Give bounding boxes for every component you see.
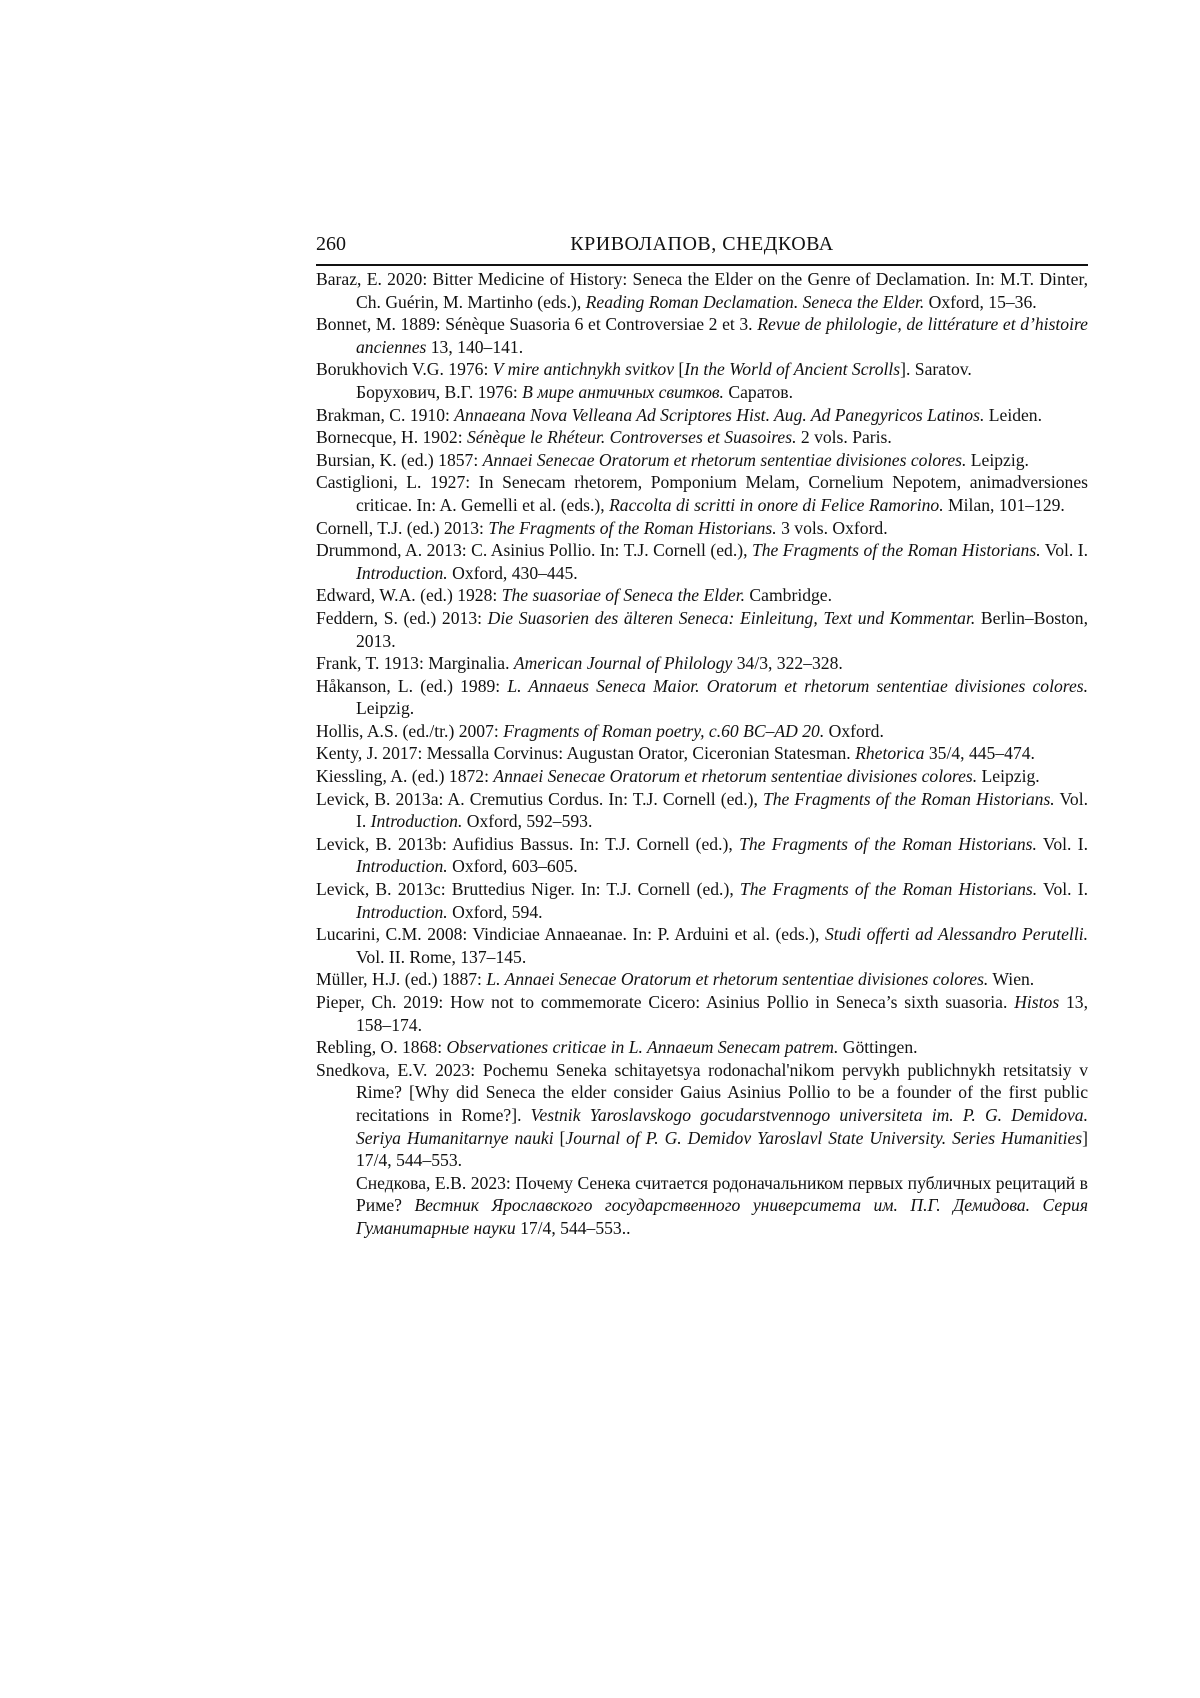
running-header — [316, 230, 1088, 266]
reference-title: In the World of Ancient Scrolls — [684, 359, 901, 380]
reference-text: Oxford, 594. — [447, 901, 543, 922]
reference-title: В мире античных свитков. — [522, 381, 724, 402]
reference-text: Oxford, 430–445. — [447, 562, 578, 583]
reference-text: [ — [553, 1127, 566, 1148]
reference-title: L. Annaeus Seneca Maior. Oratorum et rhetorum sententiae divisiones colores. — [507, 675, 1089, 696]
reference-entry-bornecque — [316, 426, 1088, 449]
reference-text: Edward, W.A. (ed.) 1928: — [316, 585, 502, 606]
reference-text: Vol. II. Rome, 137–145. — [356, 946, 527, 967]
reference-entry-borukhovich-ru — [316, 381, 1088, 404]
reference-entry-kenty — [316, 742, 1088, 765]
reference-text: Oxford, 603–605. — [447, 856, 578, 877]
reference-title: Histos — [1014, 992, 1060, 1012]
reference-text: Håkanson, L. (ed.) 1989: — [316, 675, 508, 696]
reference-text: 34/3, 322–328. — [732, 653, 843, 674]
reference-entry-levick-c — [316, 878, 1088, 923]
reference-entry-hakanson — [316, 675, 1088, 720]
reference-text: ] 17/4, 544–553. — [356, 1127, 1088, 1171]
reference-title: The Fragments of the Roman Historians. — [762, 788, 1055, 809]
reference-text: Bornecque, H. 1902: — [316, 427, 467, 448]
reference-text: Vol. I. — [356, 788, 1089, 832]
page-number: 260 — [316, 233, 346, 255]
reference-text: Oxford, 592–593. — [462, 811, 593, 832]
reference-text: Саратов. — [723, 381, 794, 402]
reference-text: Snedkova, E.V. 2023: Pochemu Seneka schitayetsya rodonachal'nikom pervykh publichnykh retsitatsiy v Rime? [Why did Seneca the elder consider Gaius Asinius Pollio to be a founder of the first public recitations in Rome?]. — [316, 1059, 1088, 1125]
reference-entry-muller — [316, 968, 1088, 991]
reference-text: Leiden. — [984, 404, 1043, 425]
reference-entry-baraz — [316, 268, 1088, 313]
reference-text: Leipzig. — [356, 698, 415, 719]
reference-entry-pieper — [316, 991, 1088, 1036]
reference-text: Levick, B. 2013c: Bruttedius Niger. In: T.J. Cornell (ed.), — [316, 879, 740, 900]
reference-entry-brakman — [316, 404, 1088, 427]
reference-title: The Fragments of the Roman Historians. — [488, 517, 777, 538]
reference-title: Introduction. — [356, 901, 448, 922]
reference-text: Борухович, В.Г. 1976: — [356, 381, 523, 402]
reference-text: Frank, T. 1913: Marginalia. — [316, 653, 514, 674]
reference-title: The Fragments of the Roman Historians. — [751, 540, 1041, 561]
reference-text: Castiglioni, L. 1927: In Senecam rhetorem, Pomponium Melam, Cornelium Nepotem, animadversiones criticae. In: A. Gemelli et al. (eds.), — [316, 472, 1088, 515]
reference-entry-lucarini — [316, 923, 1088, 968]
reference-title: Journal of P. G. Demidov Yaroslavl State University. Series Humanities — [565, 1127, 1083, 1148]
reference-text: Leipzig. — [977, 766, 1040, 787]
reference-text: 17/4, 544–553.. — [515, 1217, 631, 1238]
reference-text: Cornell, T.J. (ed.) 2013: — [316, 517, 489, 538]
reference-title: Raccolta di scritti in onore di Felice Ramorino. — [609, 494, 944, 515]
reference-title: Revue de philologie, de littérature et d’histoire anciennes — [356, 314, 1088, 357]
reference-title: Introduction. — [356, 562, 448, 583]
reference-title: The suasoriae of Seneca the Elder. — [501, 585, 746, 606]
reference-list — [316, 268, 1088, 1240]
running-title: КРИВОЛАПОВ, СНЕДКОВА — [570, 233, 834, 255]
reference-title: Studi offerti ad Alessandro Perutelli. — [824, 924, 1088, 945]
reference-title: The Fragments of the Roman Historians. — [739, 879, 1038, 900]
reference-entry-levick-a — [316, 788, 1088, 833]
reference-entry-bursian — [316, 449, 1088, 472]
reference-text: Levick, B. 2013a: A. Cremutius Cordus. In: T.J. Cornell (ed.), — [316, 788, 763, 809]
reference-entry-snedkova — [316, 1059, 1088, 1172]
reference-title: Sénèque le Rhéteur. Controverses et Suasoires. — [466, 427, 797, 448]
reference-entry-rebling — [316, 1036, 1088, 1059]
reference-text: Feddern, S. (ed.) 2013: — [316, 607, 488, 628]
reference-text: Oxford, 15–36. — [924, 291, 1037, 312]
reference-entry-frank — [316, 652, 1088, 675]
reference-text: Kiessling, A. (ed.) 1872: — [316, 766, 494, 787]
reference-text: [ — [674, 359, 685, 380]
reference-entry-levick-b — [316, 833, 1088, 878]
reference-title: L. Annaei Senecae Oratorum et rhetorum sententiae divisiones colores. — [486, 969, 989, 990]
reference-text: Göttingen. — [838, 1037, 918, 1058]
reference-text: Levick, B. 2013b: Aufidius Bassus. In: T.J. Cornell (ed.), — [316, 833, 740, 854]
reference-title: Introduction. — [370, 811, 463, 832]
reference-entry-castiglioni — [316, 471, 1088, 516]
reference-title: Annaeana Nova Velleana Ad Scriptores Hist. Aug. Ad Panegyricos Latinos. — [454, 404, 985, 425]
reference-text: ]. Saratov. — [900, 359, 972, 380]
reference-text: Brakman, C. 1910: — [316, 404, 455, 425]
reference-text: Vol. I. — [1036, 833, 1088, 854]
reference-text: Borukhovich V.G. 1976: — [316, 359, 493, 380]
reference-title: Rhetorica — [855, 743, 925, 764]
reference-title: The Fragments of the Roman Historians. — [739, 833, 1037, 854]
reference-title: Introduction. — [356, 856, 448, 877]
reference-entry-feddern — [316, 607, 1088, 652]
reference-entry-drummond — [316, 539, 1088, 584]
reference-title: Annaei Senecae Oratorum et rhetorum sententiae divisiones colores. — [493, 766, 978, 787]
reference-entry-hollis — [316, 720, 1088, 743]
reference-entry-borukhovich — [316, 358, 1088, 381]
reference-text: 2 vols. Paris. — [796, 427, 892, 448]
reference-text: Kenty, J. 2017: Messalla Corvinus: Augustan Orator, Ciceronian Statesman. — [316, 743, 856, 764]
reference-text: Milan, 101–129. — [943, 494, 1065, 515]
reference-title: Fragments of Roman poetry, c.60 BC–AD 20. — [503, 720, 825, 741]
reference-title: Die Suasorien des älteren Seneca: Einleitung, Text und Kommentar. — [487, 607, 976, 628]
reference-text: Hollis, A.S. (ed./tr.) 2007: — [316, 720, 504, 741]
reference-entry-kiessling — [316, 765, 1088, 788]
reference-entry-edward — [316, 584, 1088, 607]
reference-text: 35/4, 445–474. — [924, 743, 1035, 764]
reference-title: American Journal of Philology — [513, 653, 733, 674]
reference-text: Bonnet, M. 1889: Sénèque Suasoria 6 et Controversiae 2 et 3. — [316, 314, 758, 335]
reference-text: Drummond, A. 2013: C. Asinius Pollio. In: T.J. Cornell (ed.), — [316, 540, 752, 561]
reference-text: Rebling, O. 1868: — [316, 1037, 447, 1058]
reference-title: V mire antichnykh svitkov — [492, 359, 675, 380]
reference-entry-bonnet — [316, 313, 1088, 358]
reference-title: Vestnik Yaroslavskogo gocudarstvennogo universiteta im. P. G. Demidova. Seriya Humanitarnye nauki — [356, 1104, 1088, 1148]
reference-text: Bursian, K. (ed.) 1857: — [316, 449, 483, 470]
reference-title: Reading Roman Declamation. Seneca the Elder. — [585, 291, 925, 312]
reference-entry-snedkova-ru — [316, 1172, 1088, 1240]
reference-text: Cambridge. — [745, 585, 833, 606]
reference-text: Снедкова, Е.В. 2023: Почему Сенека считается родоначальником первых публичных рецитаций в Риме? — [356, 1172, 1088, 1216]
reference-text: Berlin–Boston, 2013. — [356, 607, 1088, 651]
reference-title: Вестник Ярославского государственного университета им. П.Г. Демидова. Серия Гуманитарные науки — [356, 1195, 1088, 1238]
reference-text: Lucarini, C.M. 2008: Vindiciae Annaeanae. In: P. Arduini et al. (eds.), — [316, 924, 825, 945]
reference-text: Leipzig. — [966, 449, 1029, 470]
reference-text: Müller, H.J. (ed.) 1887: — [316, 969, 487, 990]
reference-text: 13, 140–141. — [426, 336, 524, 357]
reference-text: Wien. — [988, 969, 1035, 990]
reference-title: Annaei Senecae Oratorum et rhetorum sententiae divisiones colores. — [482, 449, 967, 470]
reference-text: Baraz, E. 2020: Bitter Medicine of History: Seneca the Elder on the Genre of Declamation. In: M.T. Dinter, Ch. Guérin, M. Martinho (eds.), — [316, 269, 1088, 312]
reference-text: Vol. I. — [1037, 879, 1088, 900]
reference-text: Vol. I. — [1040, 540, 1088, 561]
reference-text: Pieper, Ch. 2019: How not to commemorate Cicero: Asinius Pollio in Seneca’s sixth suasoria. — [316, 992, 1015, 1012]
reference-text: Oxford. — [824, 720, 884, 741]
reference-text: 13, 158–174. — [356, 992, 1088, 1035]
reference-title: Observationes criticae in L. Annaeum Senecam patrem. — [446, 1037, 839, 1058]
reference-text: 3 vols. Oxford. — [776, 517, 888, 538]
reference-entry-cornell — [316, 517, 1088, 540]
